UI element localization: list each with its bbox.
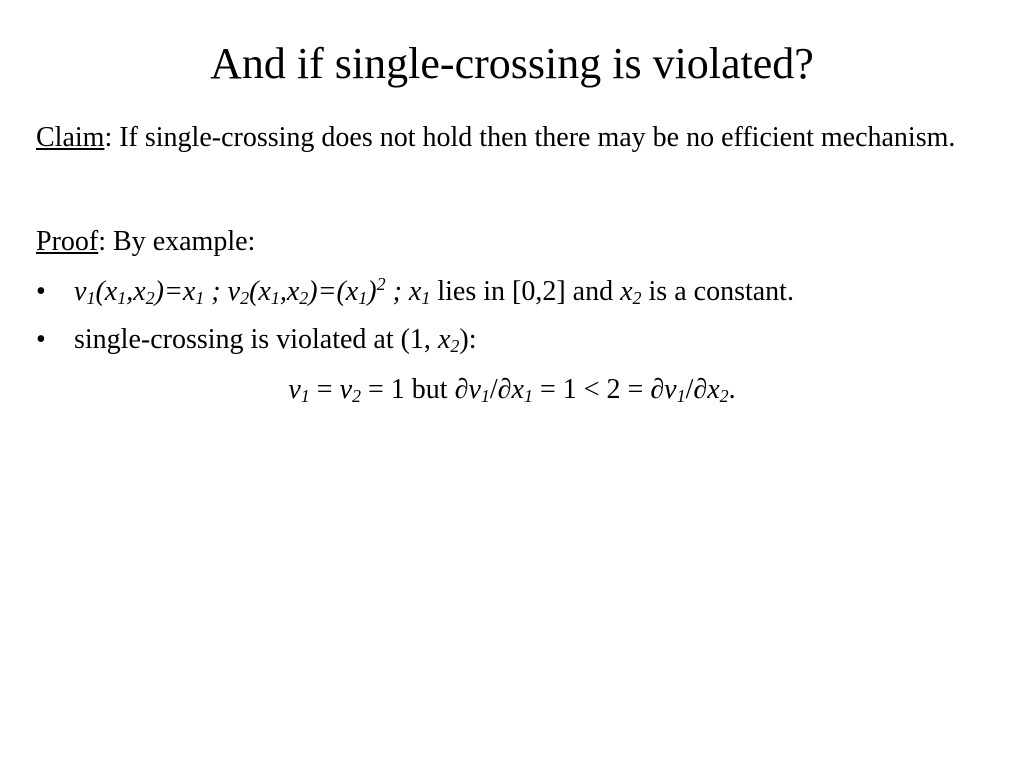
bullet-marker: • bbox=[36, 276, 46, 307]
slide-title: And if single-crossing is violated? bbox=[210, 39, 814, 88]
claim-paragraph bbox=[36, 117, 1024, 159]
bullet-text-violation: single-crossing is violated at (1, $x_2$): bbox=[74, 324, 477, 356]
proof-text: : By example: bbox=[98, 226, 256, 257]
claim-label: Claim bbox=[36, 122, 105, 153]
bullet-text-valuations: $v_1(x_1,x_2)=x_1$ ; $v_2(x_1,x_2)=(x_1)^2$ ; $x_1$ lies in [0,2] and $x_2$ is a constant. bbox=[74, 274, 794, 308]
proof-paragraph bbox=[36, 221, 996, 263]
claim-text: : If single-crossing does not hold then there may be no efficient mechanism. bbox=[104, 122, 956, 153]
proof-label: Proof bbox=[36, 226, 99, 257]
derivative-equation: $v_1 = v_2 = 1$ but $\partial v_1/\partial x_1 = 1 < 2 = \partial v_1/\partial x_2$. bbox=[288, 374, 736, 406]
bullet-marker: • bbox=[36, 324, 46, 355]
